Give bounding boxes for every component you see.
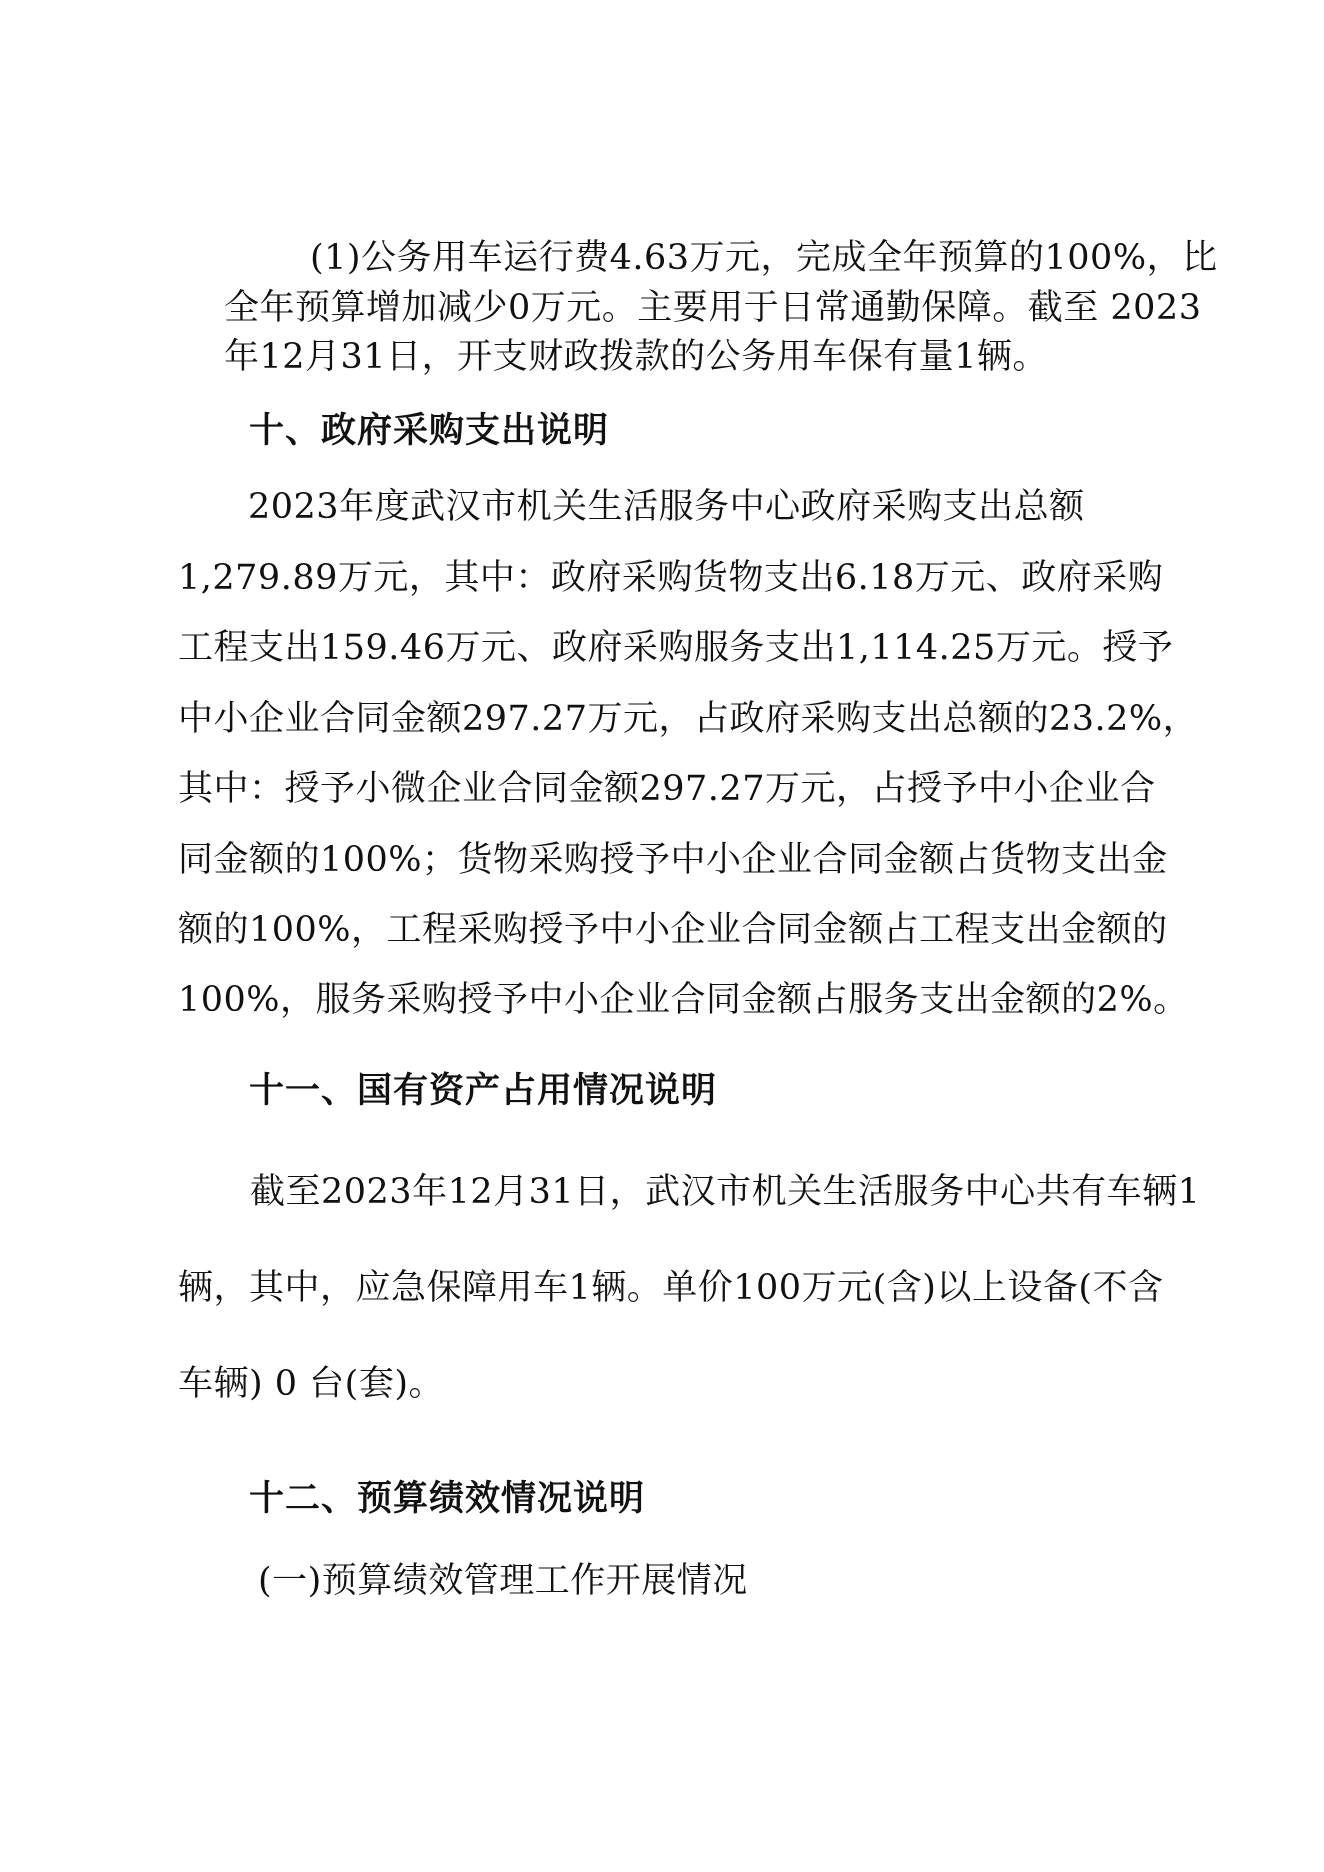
paragraph-line: 年12月31日，开支财政拨款的公务用车保有量1辆。 [224, 337, 1048, 377]
section-heading-procurement: 十、政府采购支出说明 [249, 411, 610, 451]
paragraph-line: 100%，服务采购授予中小企业合同金额占服务支出金额的2%。 [178, 980, 1189, 1020]
paragraph-line: 工程支出159.46万元、政府采购服务支出1,114.25万元。授予 [178, 628, 1174, 668]
paragraph-line: 中小企业合同金额297.27万元，占政府采购支出总额的23.2%， [178, 699, 1199, 739]
section-heading-state-assets: 十一、国有资产占用情况说明 [249, 1071, 718, 1111]
paragraph-line: 同金额的100%；货物采购授予中小企业合同金额占货物支出金 [178, 840, 1168, 880]
paragraph-line: 全年预算增加减少0万元。主要用于日常通勤保障。截至 2023 [224, 288, 1202, 328]
subsection-heading: (一)预算绩效管理工作开展情况 [258, 1561, 748, 1601]
paragraph-line: (1)公务用车运行费4.63万元，完成全年预算的100%，比 [310, 238, 1218, 278]
section-heading-performance: 十二、预算绩效情况说明 [249, 1479, 646, 1519]
paragraph-line: 车辆) 0 台(套)。 [178, 1364, 444, 1404]
paragraph-line: 辆，其中，应急保障用车1辆。单价100万元(含)以上设备(不含 [178, 1268, 1164, 1308]
paragraph-line: 2023年度武汉市机关生活服务中心政府采购支出总额 [248, 487, 1085, 527]
paragraph-line: 截至2023年12月31日，武汉市机关生活服务中心共有车辆1 [250, 1172, 1201, 1212]
paragraph-line: 其中：授予小微企业合同金额297.27万元，占授予中小企业合 [178, 769, 1156, 809]
paragraph-line: 额的100%，工程采购授予中小企业合同金额占工程支出金额的 [178, 910, 1168, 950]
paragraph-line: 1,279.89万元，其中：政府采购货物支出6.18万元、政府采购 [178, 558, 1164, 598]
